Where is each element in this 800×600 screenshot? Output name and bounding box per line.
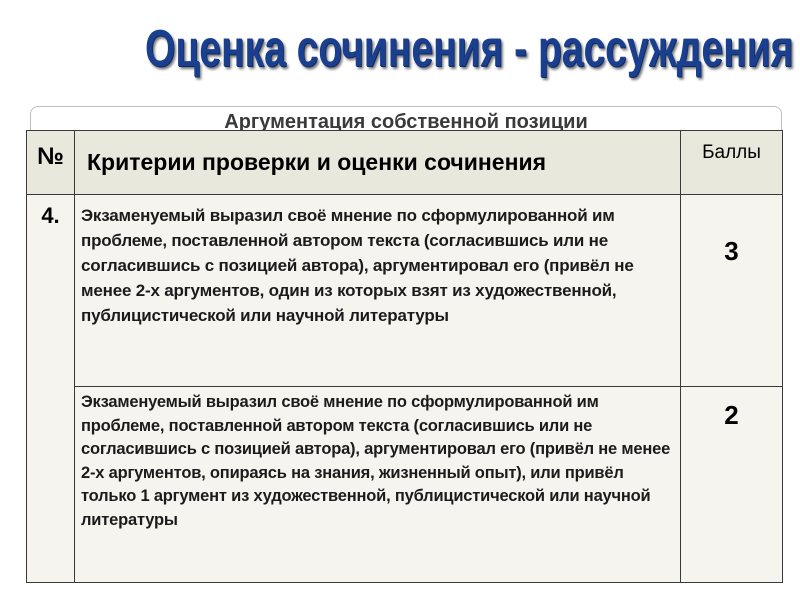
criterion-number: 4. bbox=[27, 195, 75, 583]
criterion-text: Экзаменуемый выразил своё мнение по сформулированной им проблеме, поставленной автором текста (согласившись или не согласившись с позицией автора), аргументировал его (привёл не менее 2-х аргументов, опираясь на знания, жизненный опыт), или привёл только 1 аргумент из художественной, публицистической или научной литературы bbox=[75, 387, 681, 583]
table-row bbox=[27, 195, 783, 387]
header-points bbox=[681, 131, 783, 195]
header-criteria: Критерии проверки и оценки сочинения bbox=[75, 131, 681, 195]
points-cell bbox=[681, 387, 783, 583]
table-row bbox=[27, 387, 783, 583]
criteria-table bbox=[26, 130, 783, 583]
criterion-text: Экзаменуемый выразил своё мнение по сформулированной им проблеме, поставленной автором текста (согласившись или не согласившись с позицией автора), аргументировал его (привёл не менее 2-х аргументов, один из которых взят из художественной, публицистической или научной литературы bbox=[75, 195, 681, 387]
table-header-row bbox=[27, 131, 783, 195]
slide-title: Оценка сочинения - рассуждения bbox=[145, 20, 794, 78]
points-value: 2 bbox=[724, 400, 739, 430]
points-value: 3 bbox=[724, 236, 739, 266]
header-number bbox=[27, 131, 75, 195]
header-number-label: № bbox=[37, 143, 64, 170]
section-label: Аргументация собственной позиции bbox=[30, 106, 782, 131]
points-cell bbox=[681, 195, 783, 387]
header-points-label: Баллы bbox=[702, 142, 761, 163]
criteria-table-container bbox=[26, 130, 782, 583]
